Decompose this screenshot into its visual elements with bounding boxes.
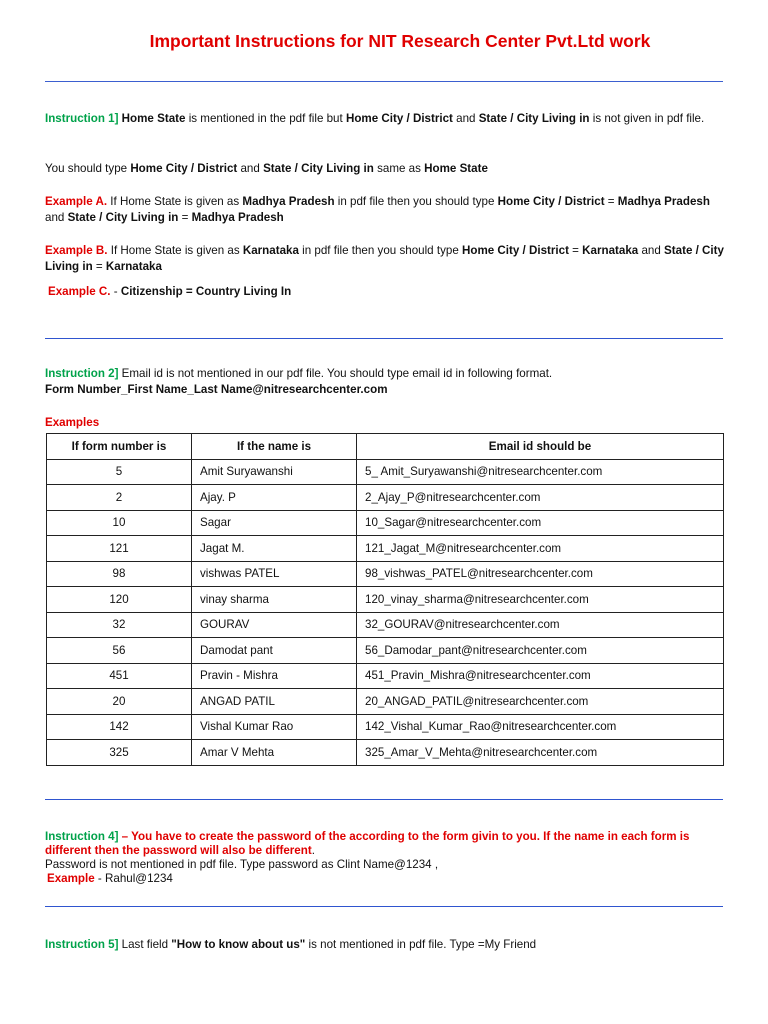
text: is not mentioned in pdf file. Type =My Friend bbox=[305, 938, 537, 951]
cell-email: 10_Sagar@nitresearchcenter.com bbox=[357, 510, 724, 536]
text: is not given in pdf file. bbox=[589, 112, 705, 125]
example-b bbox=[45, 243, 725, 275]
text: and bbox=[45, 211, 68, 224]
table-row bbox=[47, 459, 724, 485]
cell-email: 5_ Amit_Suryawanshi@nitresearchcenter.com bbox=[357, 459, 724, 485]
text-bold: Home City / District bbox=[462, 244, 569, 257]
cell-form-number: 32 bbox=[47, 612, 192, 638]
cell-email: 325_Amar_V_Mehta@nitresearchcenter.com bbox=[357, 740, 724, 766]
cell-email: 451_Pravin_Mishra@nitresearchcenter.com bbox=[357, 663, 724, 689]
text: is mentioned in the pdf file but bbox=[185, 112, 346, 125]
instruction-5-paragraph bbox=[45, 937, 725, 953]
text-bold: Karnataka bbox=[242, 244, 299, 257]
cell-email: 121_Jagat_M@nitresearchcenter.com bbox=[357, 536, 724, 562]
cell-form-number: 2 bbox=[47, 485, 192, 511]
text: Last field bbox=[118, 938, 172, 951]
password-example: - Rahul@1234 bbox=[94, 872, 173, 885]
text-bold: Home City / District bbox=[497, 195, 605, 208]
instruction-4-warning: – You have to create the password of the according to the form givin to you. If the name in each form is different then the password will also be different bbox=[45, 830, 690, 857]
cell-name: vinay sharma bbox=[192, 587, 357, 613]
text-bold: Home City / District bbox=[130, 162, 238, 175]
text: = bbox=[92, 260, 106, 273]
cell-form-number: 20 bbox=[47, 689, 192, 715]
cell-email: 32_GOURAV@nitresearchcenter.com bbox=[357, 612, 724, 638]
text-bold: State / City Living in bbox=[263, 162, 374, 175]
text: = bbox=[568, 244, 583, 257]
example-a-label: Example A. bbox=[45, 195, 108, 208]
table-row bbox=[47, 587, 724, 613]
example-c-label: Example C. bbox=[48, 285, 111, 298]
table-row bbox=[47, 485, 724, 511]
text: and bbox=[638, 244, 665, 257]
table-row bbox=[47, 638, 724, 664]
text-bold: Home State bbox=[121, 112, 186, 125]
text-bold: Home State bbox=[424, 162, 488, 175]
email-examples-table bbox=[46, 433, 724, 766]
divider bbox=[45, 338, 723, 339]
example-b-label: Example B. bbox=[45, 244, 108, 257]
text-bold: Madhya Pradesh bbox=[617, 195, 710, 208]
table-row bbox=[47, 663, 724, 689]
text: Email id is not mentioned in our pdf file. You should type email id in following format. bbox=[118, 367, 553, 380]
column-header-email: Email id should be bbox=[357, 434, 724, 460]
text: - bbox=[110, 285, 121, 298]
cell-name: Amit Suryawanshi bbox=[192, 459, 357, 485]
instruction-2-label: Instruction 2] bbox=[45, 367, 119, 380]
text-bold: Home City / District bbox=[345, 112, 453, 125]
table-row bbox=[47, 689, 724, 715]
instruction-5-label: Instruction 5] bbox=[45, 938, 119, 951]
cell-form-number: 120 bbox=[47, 587, 192, 613]
cell-email: 120_vinay_sharma@nitresearchcenter.com bbox=[357, 587, 724, 613]
cell-name: Jagat M. bbox=[192, 536, 357, 562]
cell-form-number: 142 bbox=[47, 714, 192, 740]
cell-email: 2_Ajay_P@nitresearchcenter.com bbox=[357, 485, 724, 511]
instruction-4-label: Instruction 4] bbox=[45, 830, 119, 843]
divider bbox=[45, 906, 723, 907]
table-row bbox=[47, 536, 724, 562]
example-a bbox=[45, 194, 725, 226]
example-c bbox=[48, 284, 728, 300]
text-bold: Karnataka bbox=[582, 244, 639, 257]
text: = bbox=[604, 195, 618, 208]
instruction-1-label: Instruction 1] bbox=[45, 112, 119, 125]
text: If Home State is given as bbox=[107, 195, 243, 208]
text: = bbox=[178, 211, 192, 224]
cell-name: Vishal Kumar Rao bbox=[192, 714, 357, 740]
cell-email: 20_ANGAD_PATIL@nitresearchcenter.com bbox=[357, 689, 724, 715]
text: and bbox=[452, 112, 479, 125]
cell-form-number: 325 bbox=[47, 740, 192, 766]
table-row bbox=[47, 612, 724, 638]
examples-label: Examples bbox=[45, 416, 100, 429]
text: and bbox=[237, 162, 264, 175]
page-title: Important Instructions for NIT Research Center Pvt.Ltd work bbox=[149, 31, 651, 51]
cell-email: 98_vishwas_PATEL@nitresearchcenter.com bbox=[357, 561, 724, 587]
text-bold: Madhya Pradesh bbox=[191, 211, 284, 224]
cell-form-number: 10 bbox=[47, 510, 192, 536]
text-bold: State / City Living in bbox=[45, 244, 724, 273]
text: If Home State is given as bbox=[107, 244, 243, 257]
table-row bbox=[47, 510, 724, 536]
cell-name: Pravin - Mishra bbox=[192, 663, 357, 689]
cell-name: vishwas PATEL bbox=[192, 561, 357, 587]
text-bold: State / City Living in bbox=[67, 211, 179, 224]
cell-name: Ajay. P bbox=[192, 485, 357, 511]
cell-name: Amar V Mehta bbox=[192, 740, 357, 766]
instruction-1-paragraph bbox=[45, 111, 725, 127]
text: . bbox=[311, 844, 315, 857]
cell-email: 56_Damodar_pant@nitresearchcenter.com bbox=[357, 638, 724, 664]
instruction-2-paragraph bbox=[45, 366, 725, 382]
cell-form-number: 121 bbox=[47, 536, 192, 562]
table-row bbox=[47, 714, 724, 740]
text: You should type bbox=[45, 162, 131, 175]
instruction-4-paragraph bbox=[45, 830, 725, 886]
instruction-4-example-label: Example bbox=[47, 872, 95, 885]
cell-name: Damodat pant bbox=[192, 638, 357, 664]
table-row bbox=[47, 561, 724, 587]
email-format: Form Number_First Name_Last Name@nitresearchcenter.com bbox=[45, 383, 388, 396]
cell-email: 142_Vishal_Kumar_Rao@nitresearchcenter.com bbox=[357, 714, 724, 740]
cell-form-number: 56 bbox=[47, 638, 192, 664]
column-header-name: If the name is bbox=[192, 434, 357, 460]
instruction-1-paragraph-2 bbox=[45, 161, 725, 177]
text-bold: Madhya Pradesh bbox=[242, 195, 335, 208]
text: same as bbox=[373, 162, 425, 175]
text-bold: State / City Living in bbox=[478, 112, 590, 125]
text-bold: "How to know about us" bbox=[171, 938, 306, 951]
text: in pdf file then you should type bbox=[334, 195, 498, 208]
text-bold: Karnataka bbox=[105, 260, 162, 273]
text-bold: Citizenship = Country Living In bbox=[120, 285, 292, 298]
cell-name: ANGAD PATIL bbox=[192, 689, 357, 715]
text: in pdf file then you should type bbox=[298, 244, 462, 257]
cell-form-number: 98 bbox=[47, 561, 192, 587]
cell-form-number: 451 bbox=[47, 663, 192, 689]
table-header-row bbox=[47, 434, 724, 460]
cell-name: Sagar bbox=[192, 510, 357, 536]
cell-name: GOURAV bbox=[192, 612, 357, 638]
password-instruction: Password is not mentioned in pdf file. Type password as Clint Name@1234 , bbox=[45, 858, 439, 871]
divider bbox=[45, 799, 723, 800]
cell-form-number: 5 bbox=[47, 459, 192, 485]
column-header-form-number: If form number is bbox=[47, 434, 192, 460]
divider bbox=[45, 81, 723, 82]
table-row bbox=[47, 740, 724, 766]
